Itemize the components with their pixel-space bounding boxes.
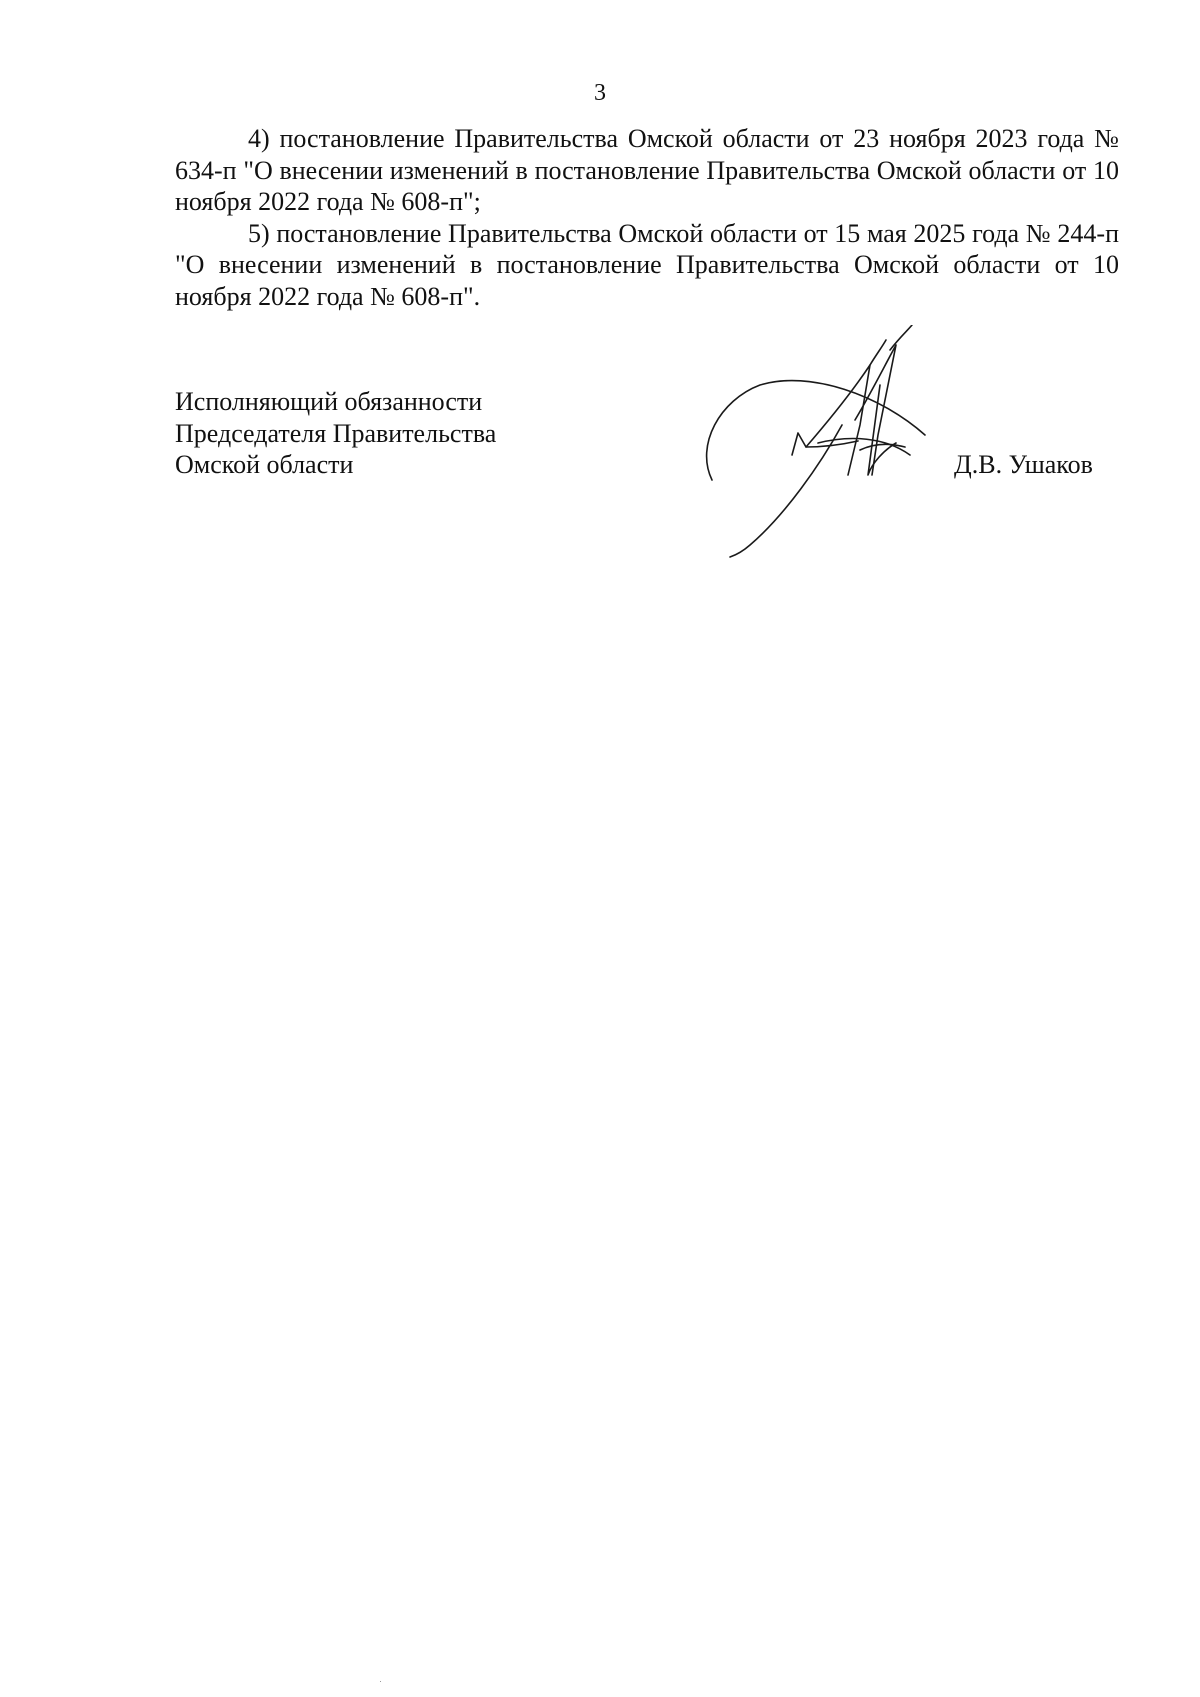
document-body [175,123,1119,312]
handwritten-signature [700,325,990,580]
scan-artifact [380,1681,381,1682]
signer-position-line: Омской области [175,450,354,479]
signer-name: Д.В. Ушаков [954,450,1093,479]
signer-position-line: Председателя Правительства [175,418,497,448]
list-item: 4) постановление Правительства Омской области от 23 ноября 2023 года № 634-п "О внесении изменений в постановление Правительства Омской области от 10 ноября 2022 года № 608-п"; [175,124,1119,216]
list-item: 5) постановление Правительства Омской области от 15 мая 2025 года № 244-п "О внесении изменений в постановление Правительства Омской области от 10 ноября 2022 года № 608-п". [175,218,1119,311]
signer-position-line: Исполняющий обязанности [175,387,483,416]
page-number: 3 [594,80,606,106]
signer-position [175,386,496,481]
